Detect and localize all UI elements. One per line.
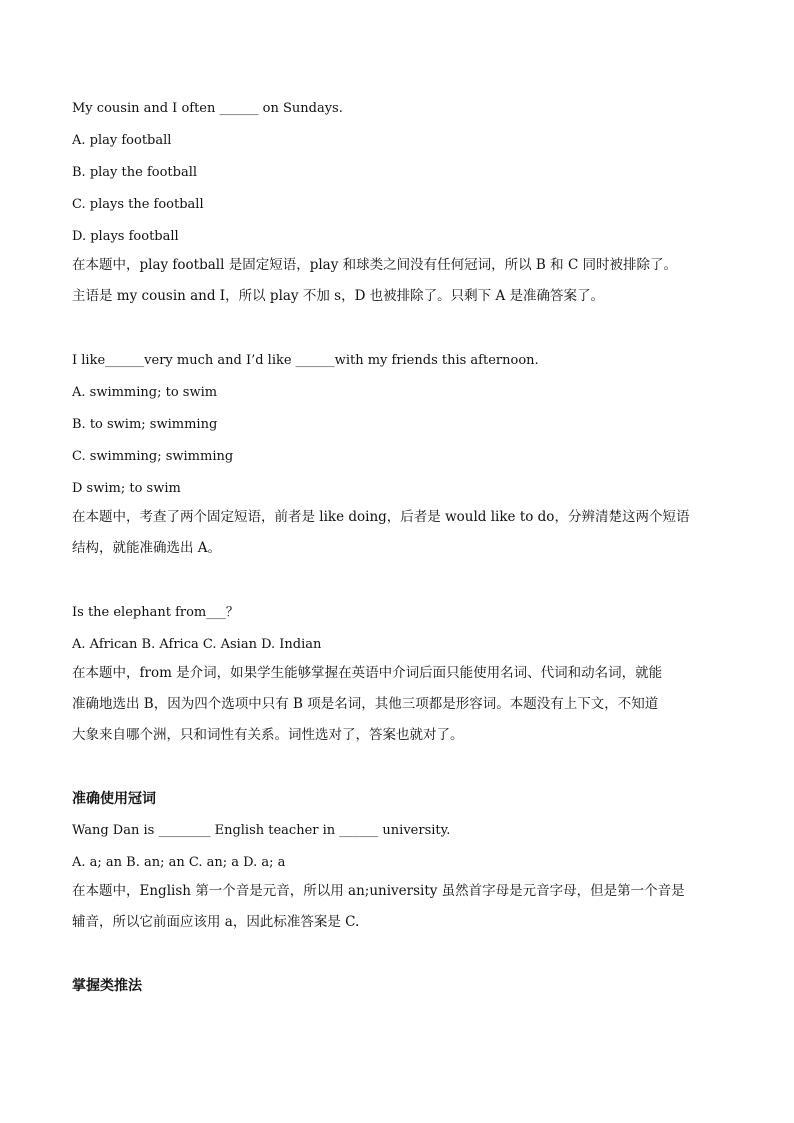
option-a: A. play football	[72, 133, 172, 148]
option-d: D swim; to swim	[72, 481, 181, 496]
option-c: C. swimming; swimming	[72, 449, 234, 464]
explanation-line: 在本题中，from 是介词，如果学生能够掌握在英语中介词后面只能使用名词、代词和动名词，就能	[72, 665, 663, 681]
question-block-2	[72, 352, 724, 564]
explanation-line: 在本题中，English 第一个音是元音，所以用 an;university 虽然首字母是元音字母，但是第一个音是	[72, 883, 685, 899]
option-d: D. plays football	[72, 229, 179, 244]
option-a: A. swimming; to swim	[72, 385, 218, 400]
section-articles	[72, 790, 724, 938]
option-c: C. plays the football	[72, 197, 204, 212]
explanation-line: 在本题中，play football 是固定短语，play 和球类之间没有任何冠词，所以 B 和 C 同时被排除了。	[72, 257, 678, 273]
explanation-line: 结构，就能准确选出 A。	[72, 540, 222, 556]
option-line: A. African B. Africa C. Asian D. Indian	[72, 637, 322, 652]
section-heading: 准确使用冠词	[72, 791, 156, 807]
question-text: Is the elephant from___？	[72, 605, 239, 620]
question-text: Wang Dan is ________ English teacher in ______ university.	[72, 823, 451, 838]
spacer	[72, 312, 724, 352]
section-heading: 掌握类推法	[72, 978, 142, 994]
explanation-line: 主语是 my cousin and I，所以 play 不加 s，D 也被排除了。只剩下 A 是准确答案了。	[72, 288, 605, 304]
option-b: B. to swim; swimming	[72, 417, 218, 432]
explanation-line: 在本题中，考查了两个固定短语，前者是 like doing，后者是 would like to do，分辨清楚这两个短语	[72, 509, 690, 525]
spacer	[72, 751, 724, 790]
option-line: A. a; an B. an; an C. an; a D. a; a	[72, 855, 286, 870]
explanation-line: 准确地选出 B，因为四个选项中只有 B 项是名词，其他三项都是形容词。本题没有上下文，不知道	[72, 696, 659, 712]
document-page	[72, 100, 724, 1009]
option-b: B. play the football	[72, 165, 198, 180]
question-text: My cousin and I often ______ on Sundays.	[72, 101, 343, 116]
spacer	[72, 564, 724, 604]
question-text: I like______very much and I’d like ______with my friends this afternoon.	[72, 353, 539, 368]
question-block-3	[72, 604, 724, 751]
section-analogy	[72, 977, 724, 995]
explanation-line: 大象来自哪个洲，只和词性有关系。词性选对了，答案也就对了。	[72, 727, 464, 743]
explanation-line: 辅音，所以它前面应该用 a，因此标准答案是 C.	[72, 914, 360, 930]
question-block-1	[72, 100, 724, 312]
spacer	[72, 938, 724, 977]
